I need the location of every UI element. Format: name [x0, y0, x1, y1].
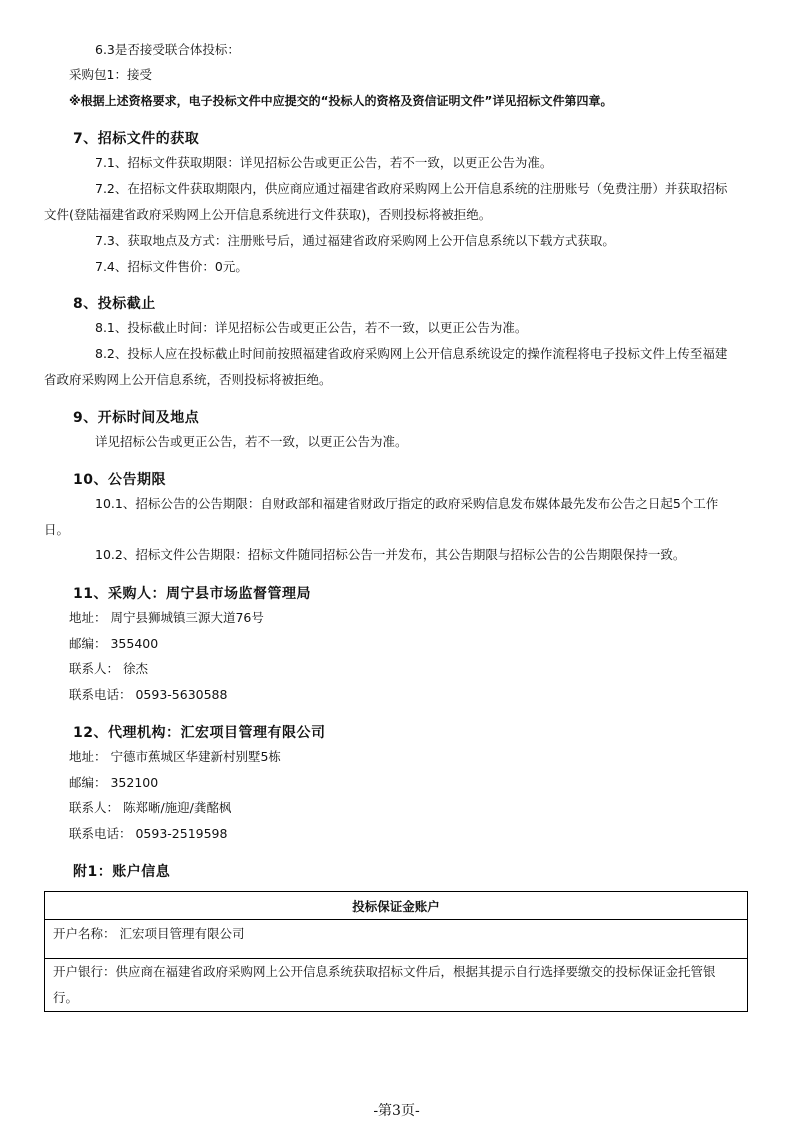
- page-number: -第3页-: [373, 1103, 420, 1119]
- clause-7-3: 7.3、获取地点及方式：注册账号后，通过福建省政府采购网上公开信息系统以下载方式获取。: [95, 233, 615, 248]
- agency-address: 地址： 宁德市蕉城区华建新村别墅5栋: [69, 749, 281, 764]
- clause-8-2-line2: 省政府采购网上公开信息系统，否则投标将被拒绝。: [44, 372, 332, 387]
- clause-10-1-line2: 日。: [44, 522, 70, 537]
- section-12-heading: 12、代理机构：汇宏项目管理有限公司: [73, 725, 326, 741]
- agency-phone: 联系电话： 0593-2519598: [69, 826, 228, 841]
- clause-10-1-line1: 10.1、招标公告的公告期限：自财政部和福建省财政厅指定的政府采购信息发布媒体最先发布公告之日起5个工作: [95, 496, 719, 511]
- purchaser-address: 地址： 周宁县狮城镇三源大道76号: [69, 610, 264, 625]
- purchaser-zip: 邮编： 355400: [69, 636, 159, 651]
- clause-9: 详见招标公告或更正公告，若不一致，以更正公告为准。: [95, 434, 408, 449]
- qualification-note: ※根据上述资格要求，电子投标文件中应提交的“投标人的资格及资信证明文件”详见招标文件第四章。: [69, 94, 613, 108]
- agency-zip: 邮编： 352100: [69, 775, 159, 790]
- account-name-row: 开户名称： 汇宏项目管理有限公司: [45, 920, 748, 959]
- section-8-heading: 8、投标截止: [73, 296, 156, 312]
- account-info-table: [44, 891, 748, 1012]
- section-9-heading: 9、开标时间及地点: [73, 410, 200, 426]
- account-table-header: 投标保证金账户: [45, 892, 748, 920]
- clause-7-2-line1: 7.2、在招标文件获取期限内，供应商应通过福建省政府采购网上公开信息系统的注册账号（免费注册）并获取招标: [95, 181, 728, 196]
- purchaser-contact: 联系人： 徐杰: [69, 661, 148, 676]
- clause-7-2-line2: 文件(登陆福建省政府采购网上公开信息系统进行文件获取)，否则投标将被拒绝。: [44, 207, 492, 222]
- clause-7-1: 7.1、招标文件获取期限：详见招标公告或更正公告，若不一致，以更正公告为准。: [95, 155, 553, 170]
- section-10-heading: 10、公告期限: [73, 472, 166, 488]
- account-bank-row: 开户银行：供应商在福建省政府采购网上公开信息系统获取招标文件后，根据其提示自行选择要缴交的投标保证金托管银行。: [45, 959, 748, 1012]
- clause-6-3: 6.3是否接受联合体投标：: [95, 42, 240, 57]
- clause-8-1: 8.1、投标截止时间：详见招标公告或更正公告，若不一致，以更正公告为准。: [95, 320, 528, 335]
- section-11-heading: 11、采购人：周宁县市场监督管理局: [73, 586, 311, 602]
- purchaser-phone: 联系电话： 0593-5630588: [69, 687, 228, 702]
- lot-1-answer: 采购包1：接受: [69, 67, 152, 82]
- agency-contact: 联系人： 陈郑晰/施迎/龚酩枫: [69, 800, 232, 815]
- clause-8-2-line1: 8.2、投标人应在投标截止时间前按照福建省政府采购网上公开信息系统设定的操作流程将电子投标文件上传至福建: [95, 346, 728, 361]
- clause-10-2: 10.2、招标文件公告期限：招标文件随同招标公告一并发布，其公告期限与招标公告的公告期限保持一致。: [95, 547, 686, 562]
- clause-7-4: 7.4、招标文件售价：0元。: [95, 259, 248, 274]
- appendix-1-heading: 附1：账户信息: [73, 864, 171, 880]
- section-7-heading: 7、招标文件的获取: [73, 131, 200, 147]
